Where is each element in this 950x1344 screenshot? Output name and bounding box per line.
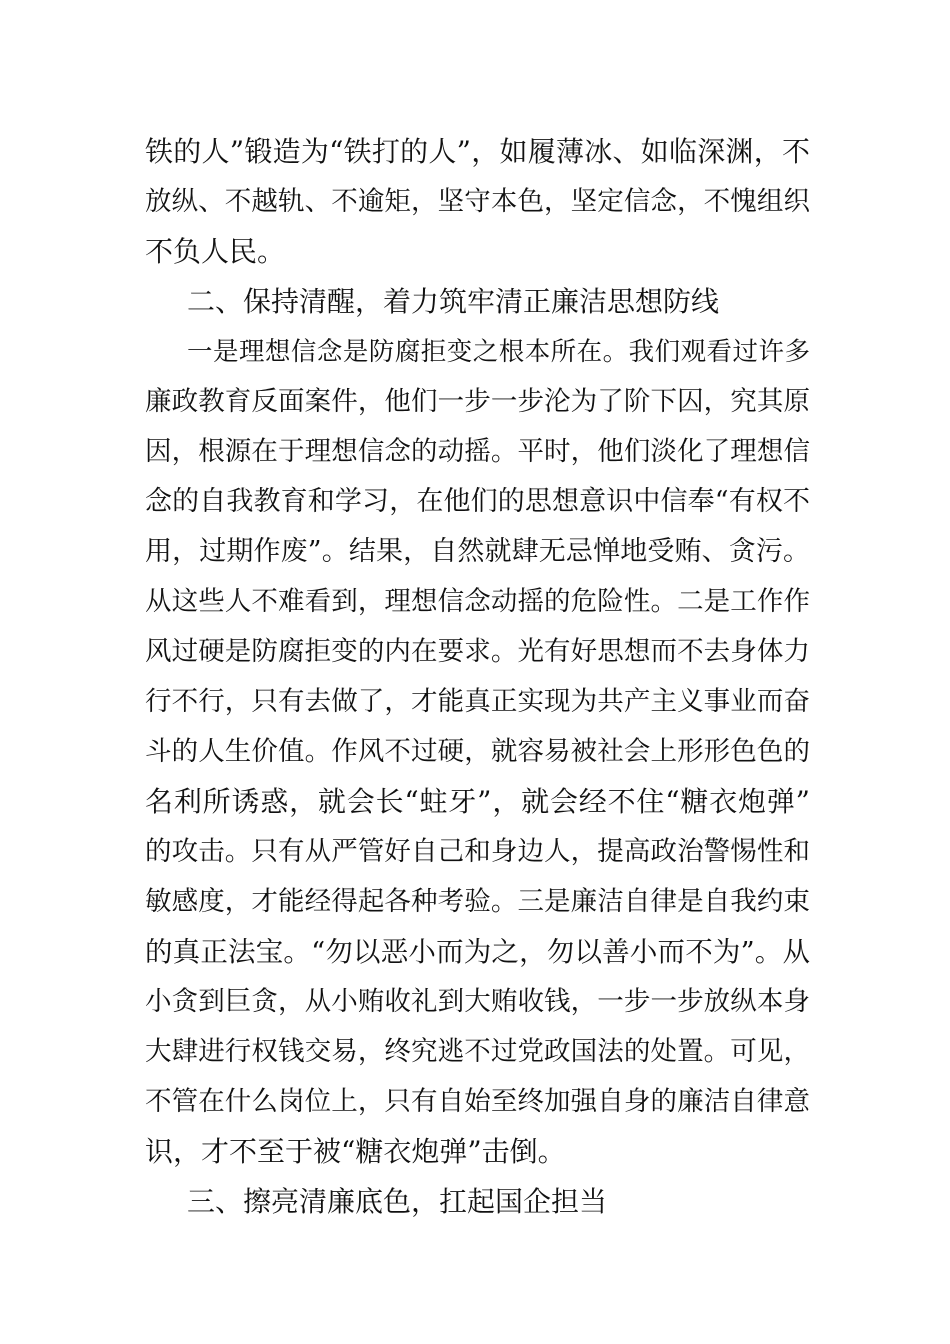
paragraph-line: 廉政教育反面案件，他们一步一步沦为了阶下囚，究其原 [145, 386, 810, 417]
paragraph-line: 放纵、不越轨、不逾矩，坚守本色，坚定信念，不愧组织 [145, 186, 810, 217]
section-heading: 二、保持清醒，着力筑牢清正廉洁思想防线 [187, 285, 720, 318]
paragraph-line: 识，才不至于被“糖衣炮弹”击倒。 [145, 1135, 566, 1168]
paragraph-line: 的攻击。只有从严管好自己和身边人，提高政治警惕性和 [145, 836, 810, 867]
paragraph-line: 敏感度，才能经得起各种考验。三是廉洁自律是自我约束 [145, 886, 810, 917]
paragraph-line: 铁的人”锻造为“铁打的人”，如履薄冰、如临深渊，不 [145, 135, 810, 168]
paragraph-line: 行不行，只有去做了，才能真正实现为共产主义事业而奋 [145, 686, 810, 717]
paragraph-line: 小贪到巨贪，从小贿收礼到大贿收钱，一步一步放纵本身 [145, 986, 810, 1017]
paragraph-line: 从这些人不难看到，理想信念动摇的危险性。二是工作作 [145, 586, 810, 617]
paragraph-line: 的真正法宝。“勿以恶小而为之，勿以善小而不为”。从 [145, 936, 810, 968]
paragraph-line: 念的自我教育和学习，在他们的思想意识中信奉“有权不 [145, 486, 810, 517]
paragraph-line: 名利所诱惑，就会长“蛀牙”，就会经不住“糖衣炮弹” [145, 785, 810, 818]
paragraph-line: 不管在什么岗位上，只有自始至终加强自身的廉洁自律意 [145, 1086, 810, 1117]
paragraph-line: 风过硬是防腐拒变的内在要求。光有好思想而不去身体力 [145, 636, 810, 667]
paragraph-line: 用，过期作废”。结果，自然就肆无忌惮地受贿、贪污。 [145, 536, 810, 567]
paragraph-line: 一是理想信念是防腐拒变之根本所在。我们观看过许多 [187, 337, 810, 367]
paragraph-line: 不负人民。 [145, 235, 286, 268]
section-heading: 三、擦亮清廉底色，扛起国企担当 [187, 1185, 608, 1218]
paragraph-line: 大肆进行权钱交易，终究逃不过党政国法的处置。可见， [145, 1036, 810, 1067]
paragraph-line: 因，根源在于理想信念的动摇。平时，他们淡化了理想信 [145, 436, 810, 467]
paragraph-line: 斗的人生价值。作风不过硬，就容易被社会上形形色色的 [145, 736, 810, 767]
